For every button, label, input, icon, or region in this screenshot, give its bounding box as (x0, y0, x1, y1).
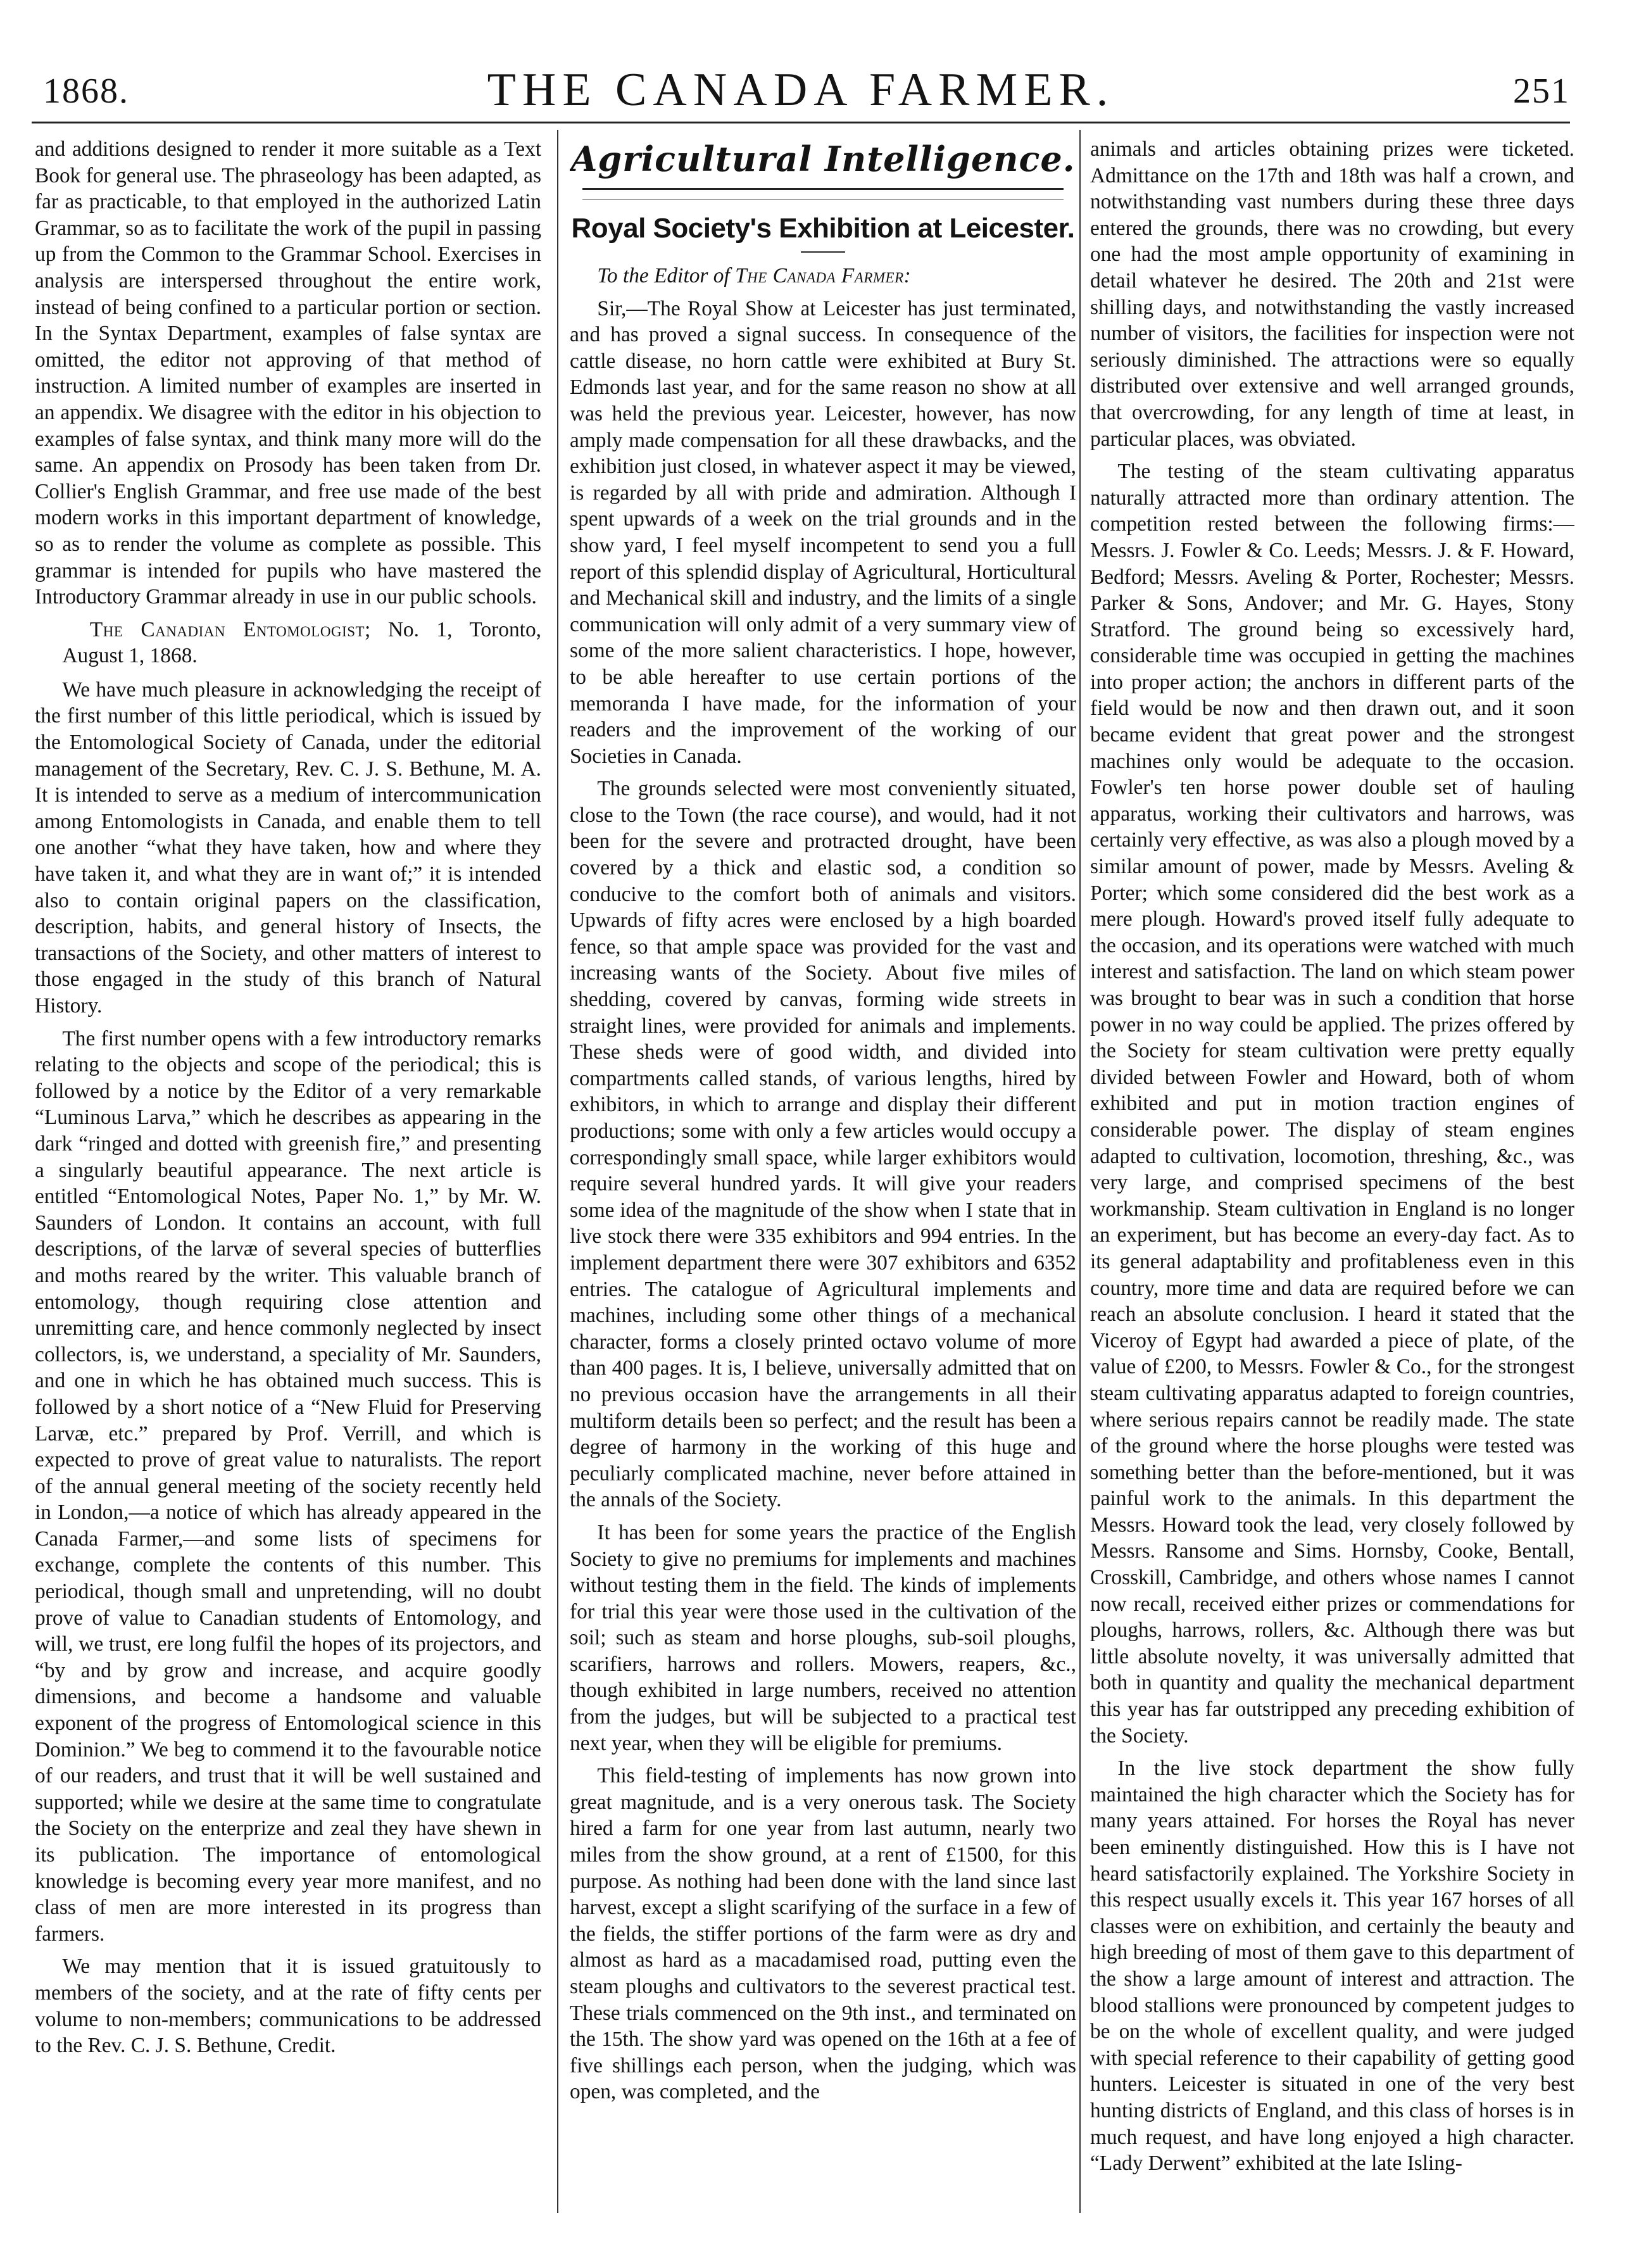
masthead-title: THE CANADA FARMER. (487, 64, 1115, 116)
leicester-paragraph-5: animals and articles obtaining prizes were ticketed. Admittance on the 17th and 18th was half a crown, and notwithstanding vast numbers during these three days entered the grounds, there was no crowding, but every one had the most ample opportunity of examining in detail whatever he desired. The 20th and 21st were shilling days, and notwithstanding the vastly increased number of visitors, the facilities for inspection were not seriously diminished. The attractions were so equally distributed over extensive and well arranged grounds, that overcrowding, for any length of time at least, in particular places, was obviated. (1090, 137, 1574, 451)
leicester-paragraph-1: Sir,—The Royal Show at Leicester has just terminated, and has proved a signal success. In consequence of the cattle disease, no horn cattle were exhibited at Bury St. Edmonds last year, and for the same reason no show at all was held the previous year. Leicester, however, has now amply made compensation for all these drawbacks, and the exhibition just closed, in whatever aspect it may be viewed, is regarded by all with pride and admiration. Although I spent upwards of a week on the trial grounds and in the show yard, I feel myself incompetent to send you a full report of this splendid display of Agricultural, Horticultural and Mechanical skill and industry, and the limits of a single communication will only admit of a very summary view of some of the more salient characteristics. I hope, however, to be able hereafter to use certain portions of the memoranda I have made, for the information of your readers and the improvement of the working of our Societies in Canada. (570, 296, 1076, 768)
section-heading: Agricultural Intelligence. (570, 139, 1076, 179)
salutation-suffix: : (903, 264, 911, 287)
entomologist-review-heading (35, 617, 541, 669)
leicester-paragraph-6: The testing of the steam cultivating apparatus naturally attracted more than ordinary attention. The competition rested between the following firms:—Messrs. J. Fowler & Co. Leeds; Messrs. J. & F. Howard, Bedford; Messrs. Aveling & Porter, Rochester; Messrs. Parker & Sons, Andover; and Mr. G. Hayes, Stony Stratford. The ground being so excessively hard, considerable time was occupied in getting the machines into proper action; the anchors in different parts of the field would be now and then drawn out, and it soon became evident that great power and the strongest machines only would be adequate to the occasion. Fowler's ten horse power double set of hauling apparatus, working their cultivators and harrows, was certainly very effective, as was also a plough moved by a similar amount of power, made by Messrs. Aveling & Porter; which some considered did the best work as a mere plough. Howard's proved itself fully adequate to the occasion, and its operations were watched with much interest and satisfaction. The land on which steam power was brought to bear was in such a condition that horse power in no way could be applied. The prizes offered by the Society for steam cultivation were pretty equally divided between Fowler and Howard, both of whom exhibited and put in motion traction engines of considerable power. The display of steam engines adapted to cultivation, locomotion, threshing, &c., was very large, and comprised specimens of the best workmanship. Steam cultivation in England is no longer an experiment, but has become an every-day fact. As to its general adaptability and profitableness even in this country, more time and data are required before we can reach an absolute conclusion. I heard it stated that the Viceroy of Egypt had awarded a piece of plate, of the value of £200, to Messrs. Fowler & Co., for the strongest steam cultivating apparatus adapted to foreign countries, where serious repairs cannot be readily made. The state of the ground where the horse ploughs were tested was something better than the before-mentioned, but it was painful work to the animals. In this department the Messrs. Howard took the lead, very closely followed by Messrs. Ransome and Sims. Hornsby, Cooke, Bentall, Crosskill, Cambridge, and others whose names I cannot now recall, received either prizes or commendations for ploughs, harrows, rollers, &c. Although there was but little absolute novelty, it was universally admitted that both in quantity and quality the mechanical department this year has far outstripped any preceding exhibition of the Society. (1090, 460, 1574, 1748)
article-heading-rule (801, 251, 845, 253)
page-header (32, 58, 1570, 115)
review-title: The Canadian Entomologist (89, 617, 365, 641)
grammar-review-text: and additions designed to render it more suitable as a Text Book for general use. The phraseology has been adapted, as far as practicable, to that employed in the authorized Latin Grammar, so as to facilitate the work of the pupil in passing up from the Common to the Grammar School. Exercises in analysis are interspersed throughout the entire work, instead of being confined to a particular portion or section. In the Syntax Department, examples of false syntax are omitted, the editor not approving of that method of instruction. A limited number of examples are inserted in an appendix. We disagree with the editor in his objection to examples of false syntax, and think many more will do the same. An appendix on Prosody has been taken from Dr. Collier's English Grammar, and free use made of the best modern works in this important department of knowledge, so as to render the volume as complete as possible. This grammar is intended for pupils who have mastered the Introductory Grammar already in use in our public schools. (35, 137, 541, 609)
article-heading: Royal Society's Exhibition at Leicester. (571, 213, 1075, 244)
leicester-paragraph-2: The grounds selected were most conveniently situated, close to the Town (the race course), and would, had it not been for the severe and protracted drought, have been covered by a thick and elastic sod, a condition so conducive to the comfort both of animals and visitors. Upwards of fifty acres were enclosed by a high boarded fence, so that ample space was provided for the vast and increasing wants of the Society. About five miles of shedding, covered by canvas, forming wide streets in straight lines, were provided for animals and implements. These sheds were of good width, and divided into compartments called stands, of various lengths, hired by exhibitors, in which to arrange and display their different productions; some with only a few articles would occupy a correspondingly small space, while larger exhibitors would require several hundred yards. It will give your readers some idea of the magnitude of the show when I state that in live stock there were 335 exhibitors and 994 entries. In the implement department there were 307 exhibitors and 6352 entries. The catalogue of Agricultural implements and machines, including some other things of a mechanical character, forms a closely printed octavo volume of more than 400 pages. It is, I believe, universally admitted that on no previous occasion have the arrangements in all their multiform details been so perfect; and the result has been a degree of harmony in the working of this huge and peculiarly complicated machine, never before attained in the annals of the Society. (570, 777, 1076, 1512)
column-divider-2 (1079, 130, 1081, 2213)
section-ornament-rule (582, 188, 1064, 199)
salutation-prefix: To the Editor of (597, 264, 736, 287)
leicester-paragraph-4: This field-testing of implements has now grown into great magnitude, and is a very onerous task. The Society hired a farm for one year from last autumn, nearly two miles from the show ground, at a rent of £1500, for this purpose. As nothing had been done with the land since last harvest, except a slight scarifying of the surface in a few of the fields, the stiffer portions of the farm were as dry and almost as hard as a macadamised road, putting even the steam ploughs and cultivators to the severest practical test. These trials commenced on the 9th inst., and terminated on the 15th. The show yard was opened on the 16th at a fee of five shillings each person, when the judging, which was open, was completed, and the (570, 1764, 1076, 2104)
header-rule (32, 122, 1570, 123)
column-3 (1090, 136, 1574, 2219)
salutation (570, 263, 1076, 289)
entomologist-paragraph-3: We may mention that it is issued gratuitously to members of the society, and at the rate of fifty cents per volume to non-members; communications to be addressed to the Rev. C. J. S. Bethune, Credit. (35, 1955, 541, 2058)
leicester-paragraph-3: It has been for some years the practice of the English Society to give no premiums for implements and machines without testing them in the field. The kinds of implements for trial this year were those used in the cultivation of the soil; such as steam and horse ploughs, sub-soil ploughs, scarifiers, harrows and rollers. Mowers, reapers, &c., though exhibited in large numbers, received no attention from the judges, but will be subjected to a practical test next year, when they will be eligible for premiums. (570, 1520, 1076, 1755)
column-1 (35, 136, 541, 2219)
column-divider-1 (557, 130, 558, 2213)
entomologist-paragraph-1: We have much pleasure in acknowledging the receipt of the first number of this little periodical, which is issued by the Entomological Society of Canada, under the editorial management of the Secretary, Rev. C. J. S. Bethune, M. A. It is intended to serve as a medium of intercommunication among Entomologists in Canada, and enable them to tell one another “what they have taken, how and where they have taken it, and what they are in want of;” it is intended also to contain original papers on the classification, description, habits, and general history of Insects, the transactions of the Society, and other matters of interest to those engaged in the study of this branch of Natural History. (35, 677, 541, 1017)
column-2 (570, 136, 1076, 2219)
entomologist-paragraph-2: The first number opens with a few introductory remarks relating to the objects and scope of the periodical; this is followed by a notice by the Editor of a very remarkable “Luminous Larva,” which he describes as appearing in the dark “ringed and dotted with greenish fire,” and presenting a singularly beautiful appearance. The next article is entitled “Entomological Notes, Paper No. 1,” by Mr. W. Saunders of London. It contains an account, with full descriptions, of the larvæ of several species of butterflies and moths reared by the writer. This valuable branch of entomology, though requiring close attention and unremitting care, and hence commonly neglected by insect collectors, is, we understand, a speciality of Mr. Saunders, and one in which he has obtained much success. This is followed by a short notice of a “New Fluid for Preserving Larvæ, etc.” prepared by Prof. Verrill, and which is expected to prove of great value to naturalists. The report of the annual general meeting of the society recently held in London,—a notice of which has already appeared in the Canada Farmer,—and some lists of specimens for exchange, complete the contents of this number. This periodical, though small and unpretending, will no doubt prove of value to Canadian students of Entomology, and will, we trust, ere long fulfil the hopes of its projectors, and “by and by grow and increase, and acquire goodly dimensions, and become a handsome and valuable exponent of the progress of Entomological science in this Dominion.” We beg to commend it to the favourable notice of our readers, and trust that it will be well sustained and supported; while we desire at the same time to congratulate the Society on the enterprize and zeal they have shewn in its publication. The importance of entomological knowledge is becoming every year more manifest, and no class of men are more interested in its progress than farmers. (35, 1026, 541, 1946)
review-details: ; No. 1, Toronto, August 1, 1868. (62, 617, 541, 668)
page-number: 251 (1513, 72, 1570, 111)
leicester-paragraph-7: In the live stock department the show fully maintained the high character which the Society has for many years attained. For horses the Royal has never been eminently distinguished. How this is I have not heard satisfactorily explained. The Yorkshire Society in this respect usually excels it. This year 167 horses of all classes were on exhibition, and certainly the beauty and high breeding of most of them gave to this department of the show a large amount of interest and attraction. The blood stallions were pronounced by competent judges to be on the whole of excellent quality, and were judged with special reference to their capability of getting good hunters. Leicester is situated in one of the very best hunting districts of England, and this class of horses is in much request, and have long enjoyed a high character. “Lady Derwent” exhibited at the late Isling- (1090, 1756, 1574, 2176)
salutation-paper: The Canada Farmer (735, 264, 904, 287)
header-year: 1868. (43, 72, 129, 111)
